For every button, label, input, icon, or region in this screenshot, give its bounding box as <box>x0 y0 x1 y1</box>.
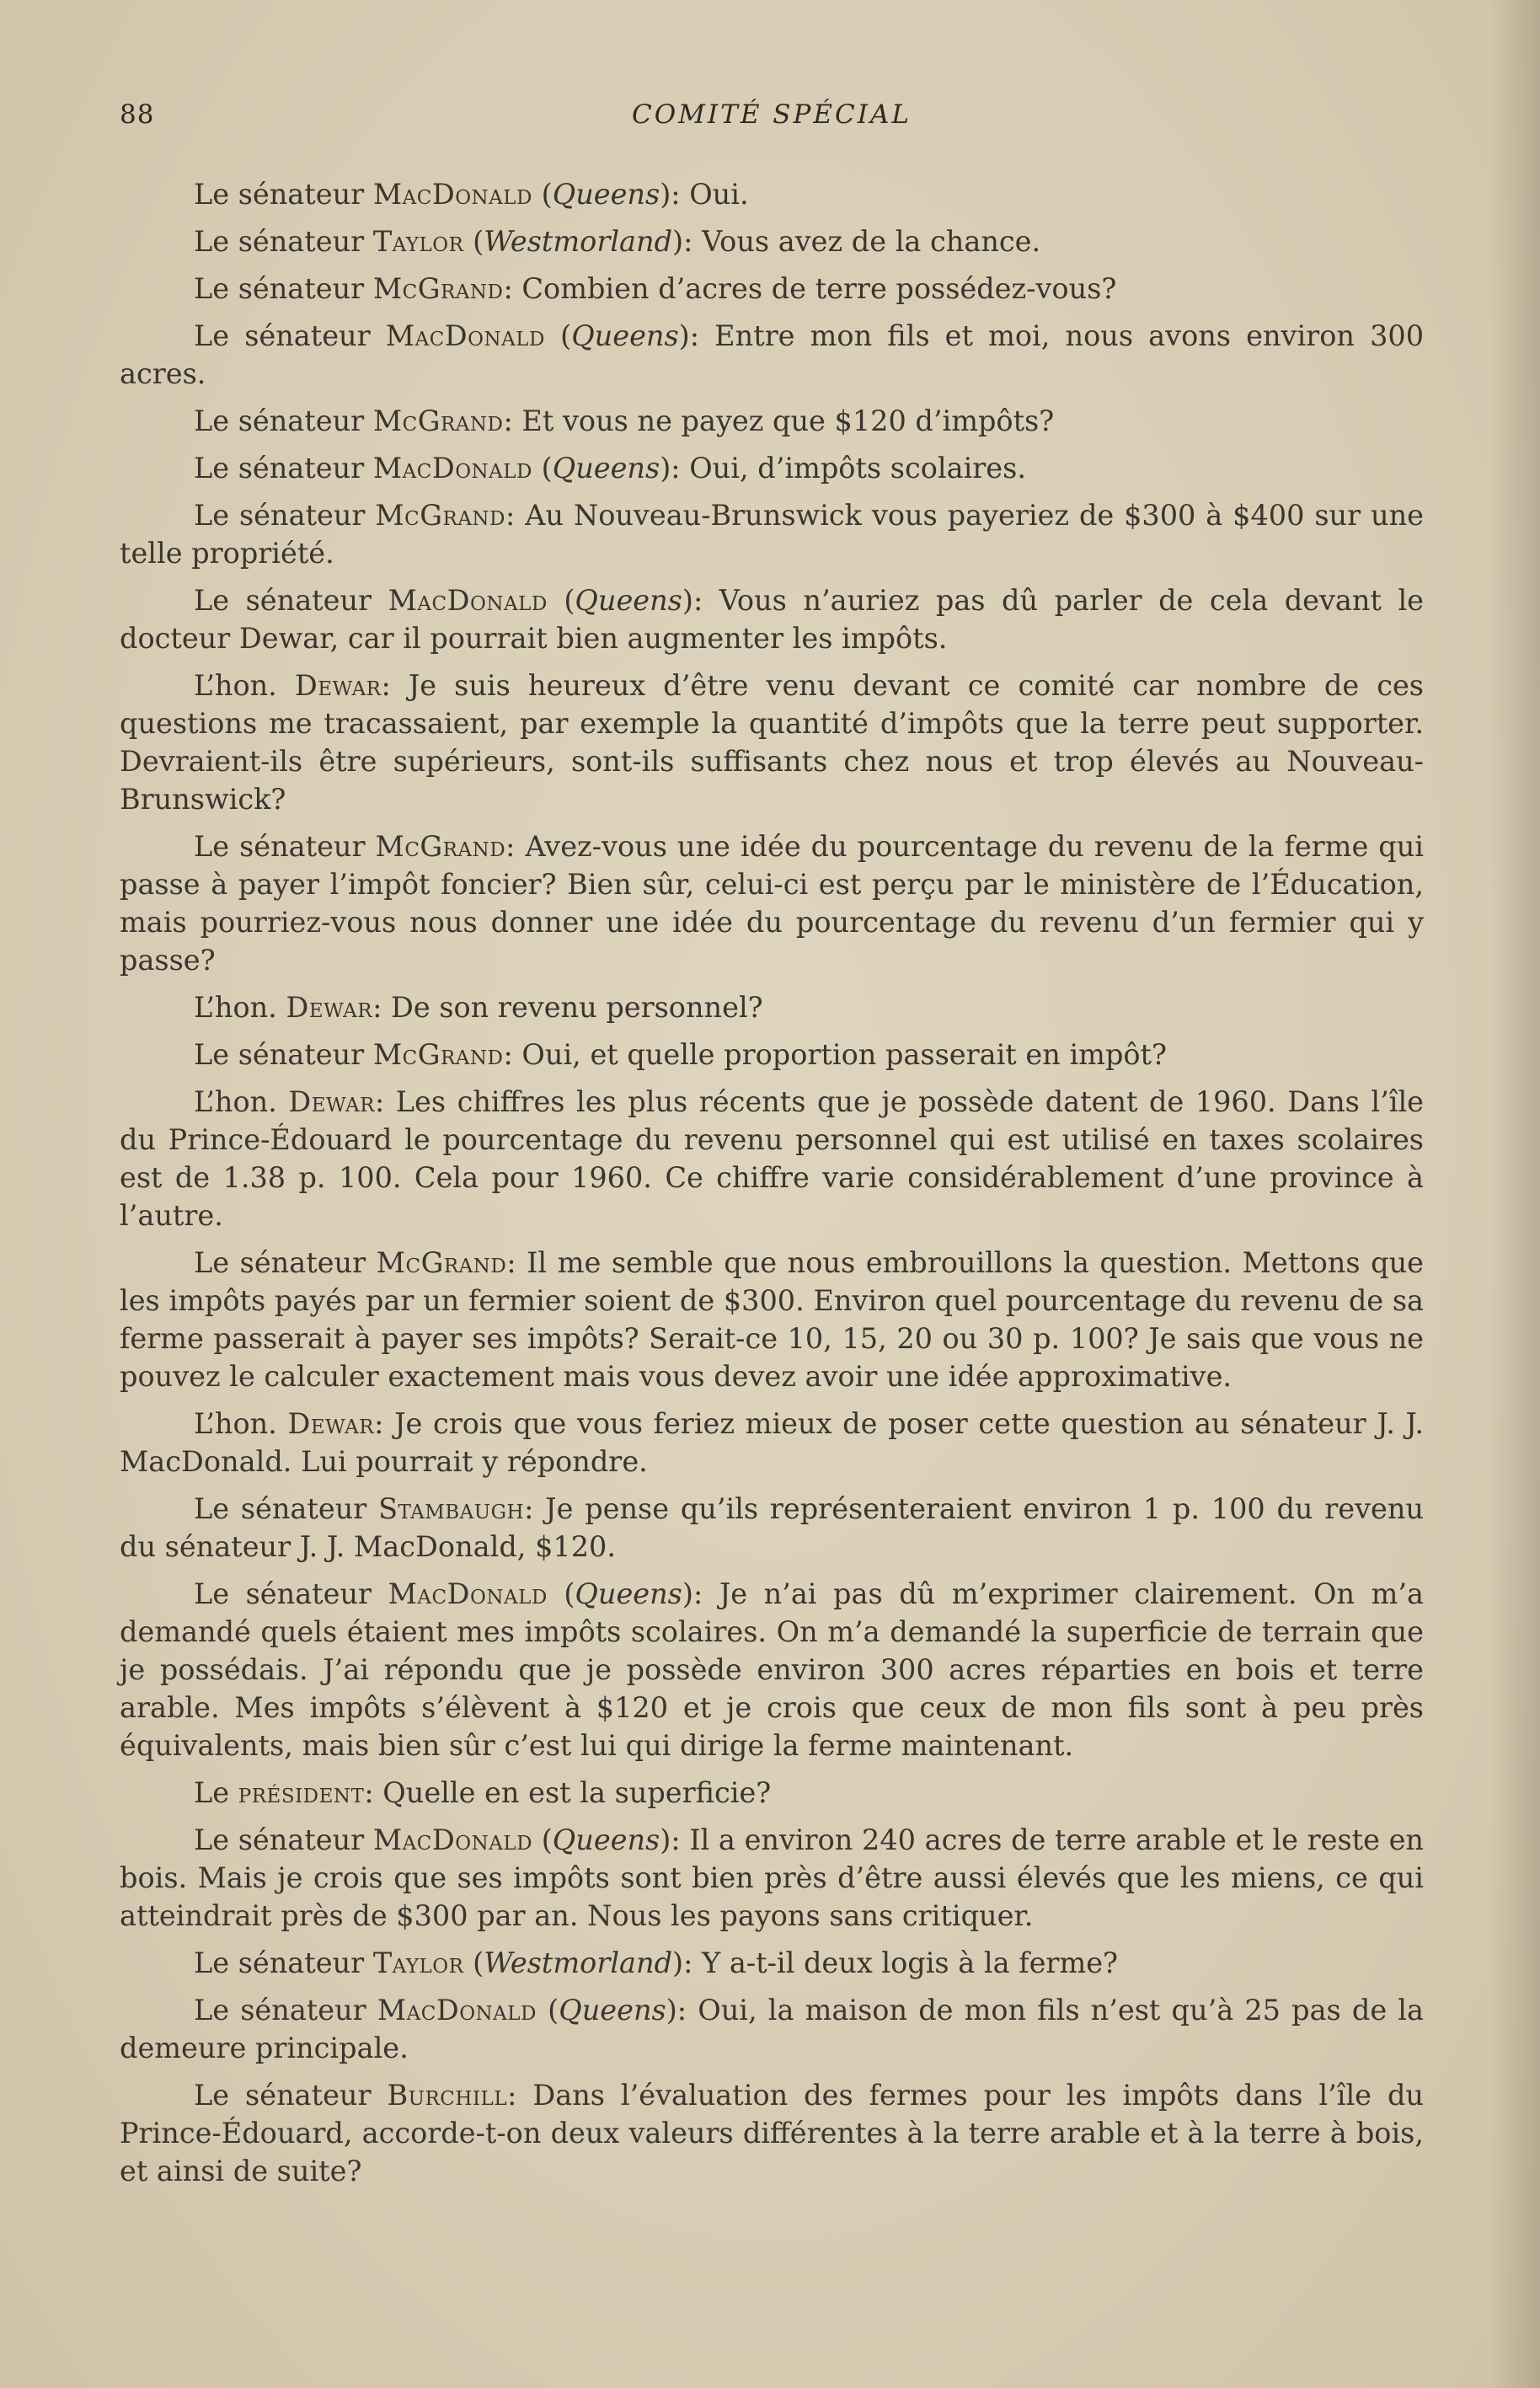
speech-text: Au Nouveau-Brunswick vous payeriez de $300 à $400 sur une telle propriété. <box>120 499 1424 570</box>
transcript-paragraph: Le président: Quelle en est la superficie? <box>194 1776 772 1809</box>
speaker-riding: Queens <box>552 1823 660 1856</box>
speaker-role: Le sénateur <box>194 499 366 532</box>
speech-text: Il me semble que nous embrouillons la question. Mettons que les impôts payés par un fermier soient de $300. Environ quel pourcentage du revenu de sa ferme passerait à payer ses impôts? Serait-ce 10, 15, 20 ou 30 p. 100? Je sais que vous ne pouvez le calculer exactement mais vous devez avoir une idée approximative. <box>120 1246 1424 1393</box>
transcript-paragraph: Le sénateur McGrand: Combien d’acres de terre possédez-vous? <box>194 272 1117 305</box>
transcript-paragraph: Le sénateur MacDonald (Queens): Je n’ai pas dû m’exprimer clairement. On m’a demandé quels étaient mes impôts scolaires. On m’a demandé la superficie de terrain que je possédais. J’ai répondu que je possède environ 300 acres réparties en bois et terre arable. Mes impôts s’élèvent à $120 et je crois que ceux de mon fils sont à peu près équivalents, mais bien sûr c’est lui qui dirige la ferme maintenant. <box>120 1577 1425 1762</box>
speaker-name: McGrand <box>375 830 506 863</box>
speech-text: Les chiffres les plus récents que je possède datent de 1960. Dans l’île du Prince-Édouard le pourcentage du revenu personnel qui est utilisé en taxes scolaires est de 1.38 p. 100. Cela pour 1960. Ce chiffre varie considérablement d’une province à l’autre. <box>120 1085 1424 1232</box>
speaker-riding: Queens <box>575 584 682 617</box>
speech-text: Je suis heureux d’être venu devant ce comité car nombre de ces questions me tracassaient, par exemple la quantité d’impôts que la terre peut supporter. Devraient-ils être supérieurs, sont-ils suffisants chez nous et trop élevés au Nouveau-Brunswick? <box>120 669 1424 816</box>
transcript-paragraph: Le sénateur MacDonald (Queens): Oui, d’impôts scolaires. <box>194 452 1026 485</box>
transcript-paragraph: Le sénateur MacDonald (Queens): Oui. <box>194 178 749 211</box>
speech-text: Avez-vous une idée du pourcentage du revenu de la ferme qui passe à payer l’impôt foncier? Bien sûr, celui-ci est perçu par le ministère de l’Éducation, mais pourriez-vous nous donner une idée du pourcentage du revenu d’un fermier qui y passe? <box>120 830 1425 977</box>
speaker-riding: Queens <box>575 1577 682 1610</box>
speech-text: Entre mon fils et moi, nous avons environ 300 acres. <box>120 319 1425 390</box>
running-title: COMITÉ SPÉCIAL <box>632 99 912 130</box>
speech-text: Combien d’acres de terre possédez-vous? <box>521 272 1117 305</box>
speaker-name: McGrand <box>375 499 505 532</box>
speech-text: Oui, et quelle proportion passerait en impôt? <box>521 1038 1167 1071</box>
speaker-riding: Westmorland <box>484 1946 673 1979</box>
transcript-body <box>120 175 1424 2190</box>
transcript-paragraph: L’hon. Dewar: Je crois que vous feriez mieux de poser cette question au sénateur J. J. MacDonald. Lui pourrait y répondre. <box>120 1407 1424 1478</box>
transcript-paragraph: Le sénateur McGrand: Il me semble que nous embrouillons la question. Mettons que les impôts payés par un fermier soient de $300. Environ quel pourcentage du revenu de sa ferme passerait à payer ses impôts? Serait-ce 10, 15, 20 ou 30 p. 100? Je sais que vous ne pouvez le calculer exactement mais vous devez avoir une idée approximative. <box>120 1246 1424 1393</box>
page-header <box>120 99 1424 142</box>
speaker-name: Dewar <box>287 1407 375 1440</box>
transcript-paragraph: Le sénateur MacDonald (Queens): Il a environ 240 acres de terre arable et le reste en bois. Mais je crois que ses impôts sont bien près d’être aussi élevés que les miens, ce qui atteindrait près de $300 par an. Nous les payons sans critiquer. <box>120 1823 1424 1932</box>
speaker-name: Taylor <box>372 1946 464 1979</box>
speech-text: Oui, la maison de mon fils n’est qu’à 25 pas de la demeure principale. <box>120 1994 1424 2064</box>
speaker-role: Le <box>194 1776 230 1809</box>
speaker-role: Le sénateur <box>194 1823 365 1856</box>
transcript-paragraph: Le sénateur McGrand: Au Nouveau-Brunswick vous payeriez de $300 à $400 sur une telle propriété. <box>120 499 1424 570</box>
transcript-paragraph: Le sénateur MacDonald (Queens): Entre mon fils et moi, nous avons environ 300 acres. <box>120 319 1425 390</box>
speaker-name: MacDonald <box>385 319 545 352</box>
speech-text: Dans l’évaluation des fermes pour les impôts dans l’île du Prince-Édouard, accorde-t-on deux valeurs différentes à la terre arable et à la terre à bois, et ainsi de suite? <box>120 2079 1424 2187</box>
speaker-role: Le sénateur <box>194 225 365 258</box>
transcript-paragraph: Le sénateur MacDonald (Queens): Oui, la maison de mon fils n’est qu’à 25 pas de la demeure principale. <box>120 1994 1424 2064</box>
speaker-name: président <box>238 1776 365 1809</box>
speaker-name: McGrand <box>376 1246 507 1279</box>
speech-text: Il a environ 240 acres de terre arable et le reste en bois. Mais je crois que ses impôts sont bien près d’être aussi élevés que les miens, ce qui atteindrait près de $300 par an. Nous les payons sans critiquer. <box>120 1823 1424 1932</box>
speaker-role: L’hon. <box>194 669 277 702</box>
speaker-role: Le sénateur <box>194 830 366 863</box>
speaker-role: Le sénateur <box>194 178 365 211</box>
speaker-role: Le sénateur <box>194 1246 366 1279</box>
speaker-riding: Queens <box>571 319 679 352</box>
speaker-role: L’hon. <box>194 991 277 1024</box>
speech-text: De son revenu personnel? <box>391 991 763 1024</box>
speaker-riding: Westmorland <box>484 225 673 258</box>
speech-text: Vous n’auriez pas dû parler de cela devant le docteur Dewar, car il pourrait bien augmenter les impôts. <box>120 584 1425 655</box>
speech-text: Oui, d’impôts scolaires. <box>689 452 1026 485</box>
speech-text: Et vous ne payez que $120 d’impôts? <box>521 404 1055 437</box>
transcript-paragraph: Le sénateur McGrand: Avez-vous une idée du pourcentage du revenu de la ferme qui passe à payer l’impôt foncier? Bien sûr, celui-ci est perçu par le ministère de l’Éducation, mais pourriez-vous nous donner une idée du pourcentage du revenu d’un fermier qui y passe? <box>120 830 1425 977</box>
transcript-paragraph: Le sénateur McGrand: Et vous ne payez que $120 d’impôts? <box>194 404 1055 437</box>
speech-text: Vous avez de la chance. <box>702 225 1041 258</box>
speaker-name: MacDonald <box>388 584 548 617</box>
speaker-riding: Queens <box>552 178 660 211</box>
transcript-paragraph: Le sénateur McGrand: Oui, et quelle proportion passerait en impôt? <box>194 1038 1167 1071</box>
speech-text: Je crois que vous feriez mieux de poser cette question au sénateur J. J. MacDonald. Lui pourrait y répondre. <box>120 1407 1424 1478</box>
speaker-name: Stambaugh <box>378 1492 525 1525</box>
speaker-role: Le sénateur <box>194 404 365 437</box>
speaker-name: McGrand <box>372 272 504 305</box>
speaker-role: Le sénateur <box>194 1946 365 1979</box>
speaker-name: McGrand <box>372 404 504 437</box>
transcript-paragraph: L’hon. Dewar: Je suis heureux d’être venu devant ce comité car nombre de ces questions me tracassaient, par exemple la quantité d’impôts que la terre peut supporter. Devraient-ils être supérieurs, sont-ils suffisants chez nous et trop élevés au Nouveau-Brunswick? <box>120 669 1424 816</box>
speaker-name: MacDonald <box>372 1823 533 1856</box>
transcript-paragraph: Le sénateur Taylor (Westmorland): Vous avez de la chance. <box>194 225 1041 258</box>
speech-text: Je pense qu’ils représenteraient environ 1 p. 100 du revenu du sénateur J. J. MacDonald, $120. <box>120 1492 1425 1563</box>
transcript-paragraph: L’hon. Dewar: De son revenu personnel? <box>194 991 763 1024</box>
speaker-role: Le sénateur <box>194 272 365 305</box>
speaker-role: L’hon. <box>194 1407 277 1440</box>
page-number: 88 <box>120 99 155 130</box>
speaker-role: Le sénateur <box>194 584 372 617</box>
speech-text: Oui. <box>689 178 749 211</box>
speaker-role: Le sénateur <box>194 1994 366 2027</box>
speaker-riding: Queens <box>552 452 660 485</box>
speaker-name: Dewar <box>286 991 373 1024</box>
speaker-role: Le sénateur <box>194 1492 367 1525</box>
speaker-name: MacDonald <box>372 178 533 211</box>
transcript-paragraph: L’hon. Dewar: Les chiffres les plus récents que je possède datent de 1960. Dans l’île du Prince-Édouard le pourcentage du revenu personnel qui est utilisé en taxes scolaires est de 1.38 p. 100. Cela pour 1960. Ce chiffre varie considérablement d’une province à l’autre. <box>120 1085 1424 1232</box>
transcript-paragraph: Le sénateur Burchill: Dans l’évaluation des fermes pour les impôts dans l’île du Prince-Édouard, accorde-t-on deux valeurs différentes à la terre arable et à la terre à bois, et ainsi de suite? <box>120 2079 1424 2187</box>
speaker-name: MacDonald <box>372 452 533 485</box>
speaker-name: McGrand <box>372 1038 504 1071</box>
speaker-role: Le sénateur <box>194 319 371 352</box>
speaker-name: MacDonald <box>388 1577 548 1610</box>
speaker-role: L’hon. <box>194 1085 277 1118</box>
speaker-role: Le sénateur <box>194 2079 372 2112</box>
speaker-name: Taylor <box>372 225 464 258</box>
transcript-paragraph: Le sénateur Taylor (Westmorland): Y a-t-il deux logis à la ferme? <box>194 1946 1118 1979</box>
speaker-name: Burchill <box>387 2079 508 2112</box>
speaker-name: Dewar <box>288 1085 375 1118</box>
speech-text: Je n’ai pas dû m’exprimer clairement. On m’a demandé quels étaient mes impôts scolaires. On m’a demandé la superficie de terrain que je possédais. J’ai répondu que je possède environ 300 acres réparties en bois et terre arable. Mes impôts s’élèvent à $120 et je crois que ceux de mon fils sont à peu près équivalents, mais bien sûr c’est lui qui dirige la ferme maintenant. <box>120 1577 1425 1762</box>
speaker-name: MacDonald <box>377 1994 537 2027</box>
transcript-paragraph: Le sénateur MacDonald (Queens): Vous n’auriez pas dû parler de cela devant le docteur Dewar, car il pourrait bien augmenter les impôts. <box>120 584 1425 655</box>
speaker-name: Dewar <box>294 669 382 702</box>
speaker-role: Le sénateur <box>194 1038 365 1071</box>
speaker-role: Le sénateur <box>194 452 365 485</box>
speaker-riding: Queens <box>559 1994 666 2027</box>
transcript-paragraph: Le sénateur Stambaugh: Je pense qu’ils représenteraient environ 1 p. 100 du revenu du sénateur J. J. MacDonald, $120. <box>120 1492 1425 1563</box>
speech-text: Quelle en est la superficie? <box>382 1776 772 1809</box>
speaker-role: Le sénateur <box>194 1577 372 1610</box>
speech-text: Y a-t-il deux logis à la ferme? <box>702 1946 1118 1979</box>
